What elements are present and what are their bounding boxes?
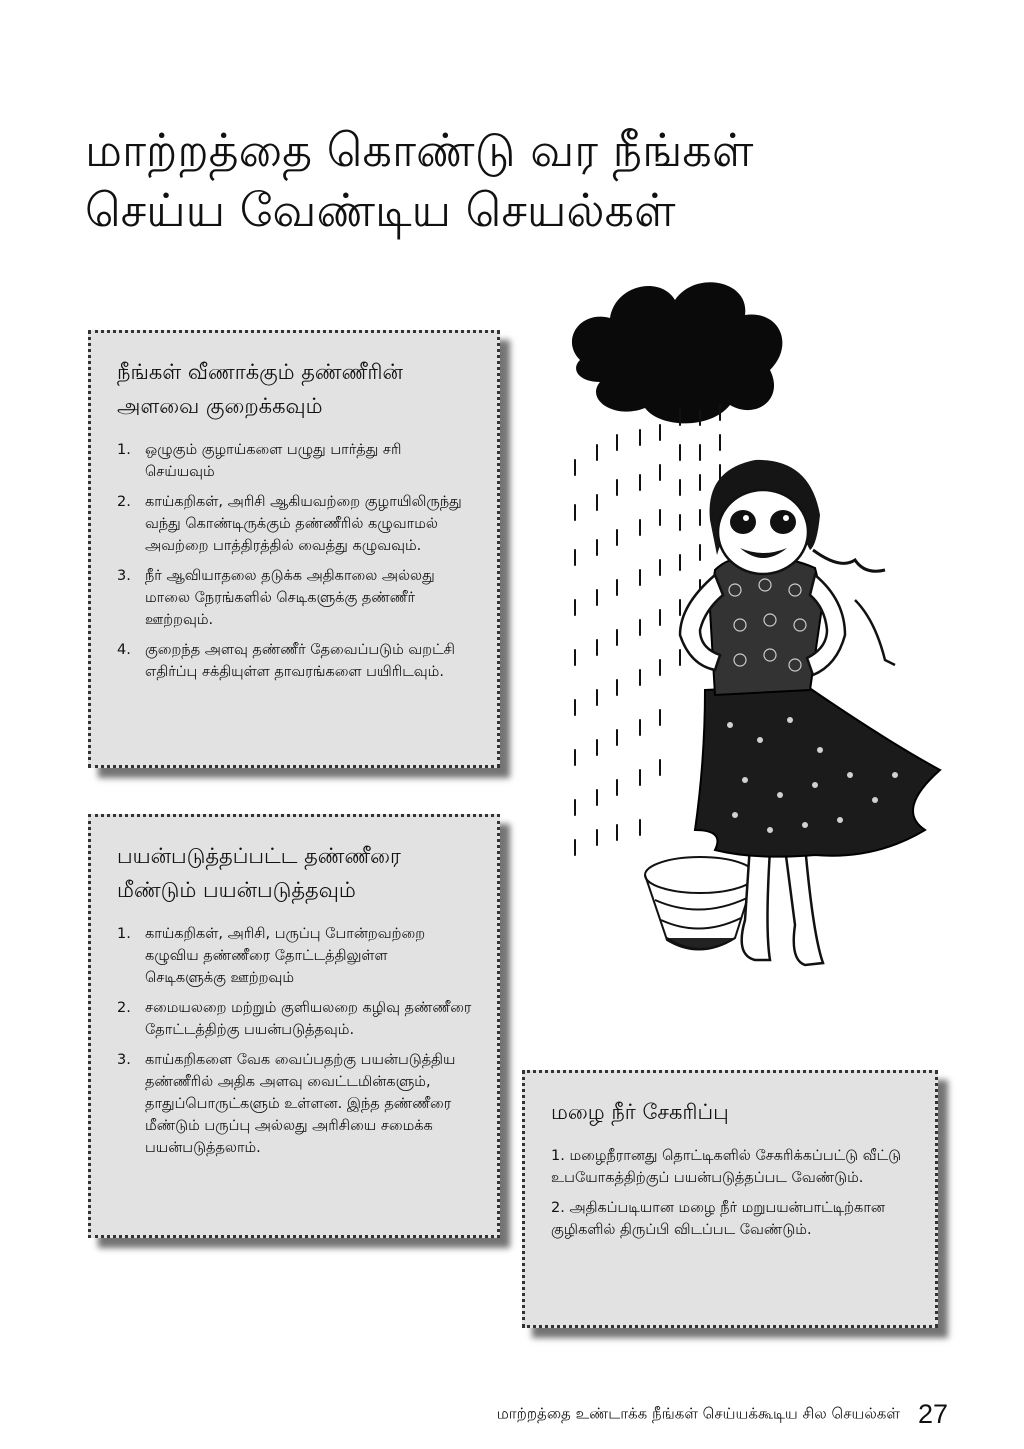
list-item: 1. ஒழுகும் குழாய்களை பழுது பார்த்து சரி செய்யவும் [117, 442, 402, 480]
list-item: 2. காய்கறிகள், அரிசி ஆகியவற்றை குழாயிலிருந்து வந்து கொண்டிருக்கும் தண்ணீரில் கழுவாமல் அவற்றை பாத்திரத்தில் வைத்து கழுவவும். [117, 494, 462, 554]
section-heading: பயன்படுத்தப்பட்ட தண்ணீரை மீண்டும் பயன்படுத்தவும் [117, 844, 401, 902]
tip-box-rainwater-harvesting [522, 1070, 938, 1328]
footer-text: மாற்றத்தை உண்டாக்க நீங்கள் செய்யக்கூடிய சில செயல்கள் [496, 1404, 900, 1423]
tip-box-reduce-waste [88, 330, 500, 768]
title-line-1: மாற்றத்தை கொண்டு வர நீங்கள் [85, 123, 754, 177]
page-number: 27 [917, 1398, 948, 1429]
rain-cloud-icon [572, 282, 782, 423]
list-item: 4. குறைந்த அளவு தண்ணீர் தேவைப்படும் வறட்சி எதிர்ப்பு சக்தியுள்ள தாவரங்களை பயிரிடவும். [117, 642, 456, 680]
skirt [695, 685, 940, 857]
section-heading: மழை நீர் சேகரிப்பு [551, 1100, 729, 1124]
list-item: 3. நீர் ஆவியாதலை தடுக்க அதிகாலை அல்லது மாலை நேரங்களில் செடிகளுக்கு தண்ணீர் ஊற்றவும். [117, 568, 435, 628]
section-heading: நீங்கள் வீணாக்கும் தண்ணீரின் அளவை குறைக்கவும் [117, 360, 403, 418]
tip-box-reuse-water [88, 814, 500, 1238]
face [718, 490, 808, 574]
list-item: 2. அதிகப்படியான மழை நீர் மறுபயன்பாட்டிற்கான குழிகளில் திருப்பி விடப்பட வேண்டும். [551, 1200, 885, 1238]
legs [742, 845, 823, 965]
braid [813, 550, 885, 571]
page-footer [0, 1398, 948, 1429]
tip-list [117, 439, 473, 683]
page-title [85, 120, 905, 240]
title-line-2: செய்ய வேண்டிய செயல்கள் [85, 183, 676, 237]
basket-icon [645, 857, 755, 950]
list-item: 3. காய்கறிகளை வேக வைப்பதற்கு பயன்படுத்திய தண்ணீரில் அதிக அளவு வைட்டமின்களும், தாதுப்பொருட்களும் உள்ளன. இந்த தண்ணீரை மீண்டும் பருப்பு அல்லது அரிசியை சமைக்க பயன்படுத்தலாம். [117, 1052, 456, 1156]
girl-in-rain-illustration [555, 270, 955, 990]
list-item: 1. மழைநீரானது தொட்டிகளில் சேகரிக்கப்பட்டு வீட்டு உபயோகத்திற்குப் பயன்படுத்தப்பட வேண்டும். [551, 1148, 902, 1186]
list-item: 2. சமையலறை மற்றும் குளியலறை கழிவு தண்ணீரை தோட்டத்திற்கு பயன்படுத்தவும். [117, 1000, 472, 1038]
list-item: 1. காய்கறிகள், அரிசி, பருப்பு போன்றவற்றை கழுவிய தண்ணீரை தோட்டத்திலுள்ள செடிகளுக்கு ஊற்றவும் [117, 926, 426, 986]
tip-list [551, 1145, 911, 1241]
tip-list [117, 923, 473, 1159]
